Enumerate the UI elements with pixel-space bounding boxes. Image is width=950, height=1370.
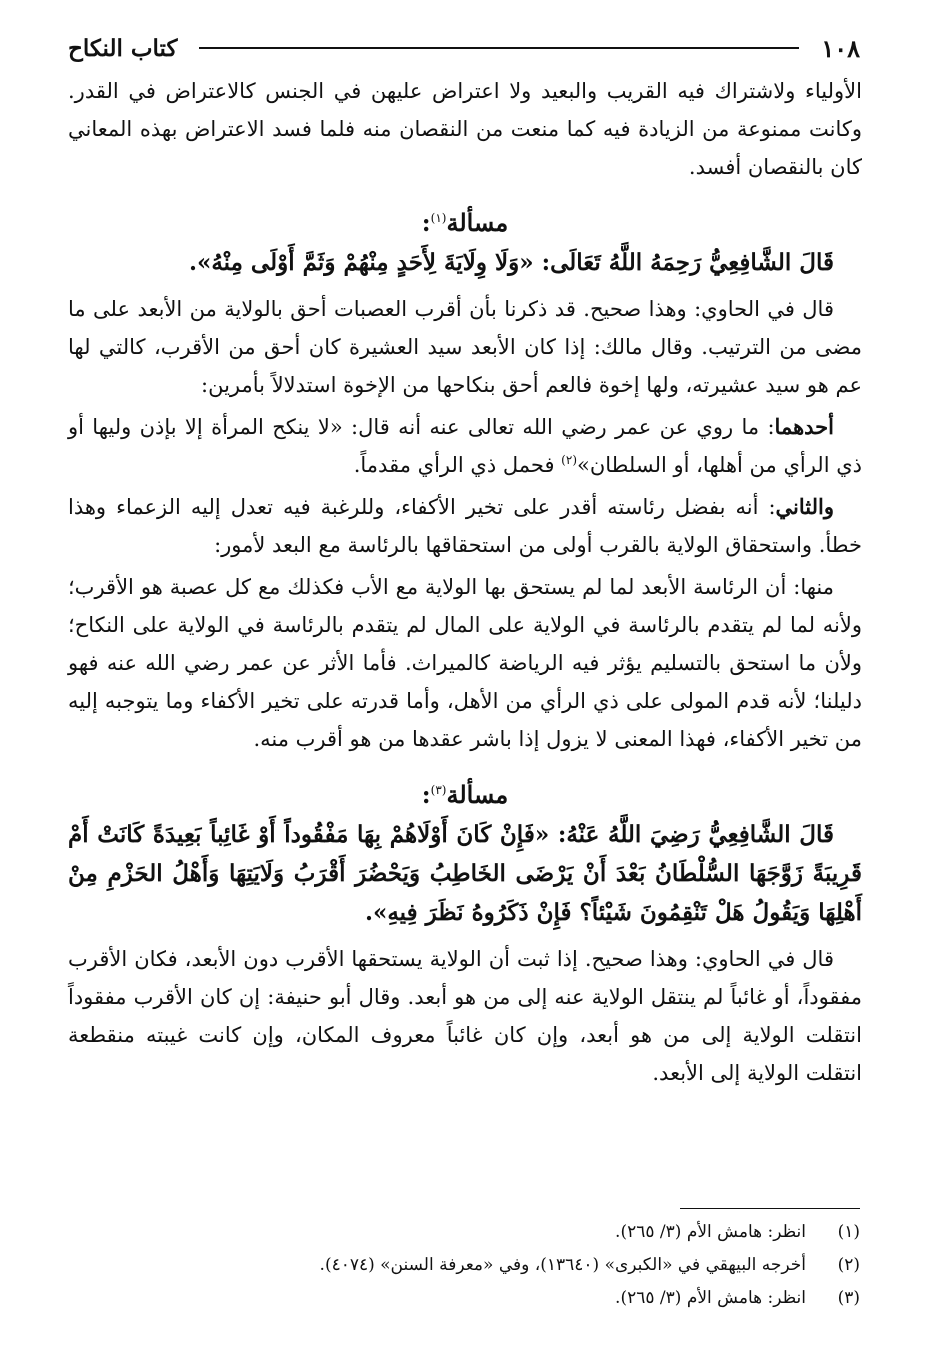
section2-heading bbox=[68, 780, 862, 809]
page-header bbox=[68, 30, 860, 66]
footnote-item bbox=[120, 1249, 860, 1282]
footnote-text: انظر: هامش الأم (٣/ ٢٦٥). bbox=[615, 1222, 806, 1242]
section1-heading-colon: : bbox=[421, 208, 431, 237]
header-rule bbox=[199, 47, 799, 49]
book-title: كتاب النكاح bbox=[68, 34, 178, 62]
footnote-text: انظر: هامش الأم (٣/ ٢٦٥). bbox=[615, 1288, 806, 1308]
footnote-separator bbox=[680, 1208, 860, 1209]
section1-paragraph-2-lead: أحدهما bbox=[774, 414, 834, 439]
section1-paragraph-3-lead: والثاني bbox=[775, 494, 834, 519]
section1-heading bbox=[68, 208, 862, 237]
footnotes bbox=[120, 1216, 860, 1315]
section1-paragraph-3-text: : أنه بفضل رئاسته أقدر على تخير الأكفاء، وللرغبة فيه تعدل إليه الزعماء وهذا خطأ. واستحقاق الولاية بالقرب أولى من استحقاقها بالرئاسة مع البعد لأمور: bbox=[68, 495, 862, 557]
section2-paragraph-1: قال في الحاوي: وهذا صحيح. إذا ثبت أن الولاية يستحقها الأقرب دون الأبعد، فكان الأقرب مفقوداً، أو غائباً لم ينتقل الولاية عنه إلى من هو أبعد. وقال أبو حنيفة: إن كان الأقرب مفقوداً انتقلت الولاية إلى من هو أبعد، وإن كان غائباً معروف المكان، وإن كانت غيبته منقطعة انتقلت الولاية إلى الأبعد. bbox=[68, 947, 862, 1085]
section1-footnote-ref-2[interactable]: (٢) bbox=[561, 453, 577, 467]
footnote-number: (٣) bbox=[837, 1288, 860, 1308]
page-body bbox=[68, 72, 862, 1092]
section1-paragraph-1: قال في الحاوي: وهذا صحيح. قد ذكرنا بأن أقرب العصبات أحق بالولاية من الأبعد على ما مضى من الترتيب. وقال مالك: إذا كان الأبعد سيد العشيرة كان أحق من الأقرب، كالتي لها عم هو سيد عشيرته، ولها إخوة فالعم أحق بنكاحها من الإخوة استدلالاً بأمرين: bbox=[68, 297, 862, 397]
footnote-number: (٢) bbox=[837, 1255, 860, 1275]
page-number: ١٠٨ bbox=[821, 33, 860, 63]
section2-heading-colon: : bbox=[421, 780, 431, 809]
section1-footnote-ref[interactable]: (١) bbox=[430, 211, 447, 225]
footnote-item bbox=[120, 1282, 860, 1315]
section1-paragraph-2 bbox=[68, 408, 862, 484]
section2-heading-label: مسألة bbox=[446, 780, 509, 809]
section1-paragraph-4: منها: أن الرئاسة الأبعد لما لم يستحق بها الولاية مع الأب فكذلك مع كل عصبة هو الأقرب؛ ولأنه لما لم يتقدم بالرئاسة في الولاية على المال لم يتقدم بالرئاسة في الولاية على النكاح؛ ولأن ما استحق بالتسليم يؤثر فيه الرياضة كالميراث. فأما الأثر عن عمر رضي الله عنه فهو دليلنا؛ لأنه قدم المولى على ذي الرأي من الأهل، وأما قدرته على تخير الأكفاء وما يتوجبه إليه من تخير الأكفاء، فهذا المعنى لا يزول إذا باشر عقدها من هو أقرب منه. bbox=[68, 575, 862, 751]
section1-quote: قَالَ الشَّافِعِيُّ رَحِمَهُ اللَّهُ تَعَالَى: «وَلَا وِلَايَةَ لِأَحَدٍ مِنْهُمْ وَثَمَّ أَوْلَى مِنْهُ». bbox=[188, 249, 834, 276]
footnote-number: (١) bbox=[837, 1222, 860, 1242]
section1-paragraph-3 bbox=[68, 488, 862, 564]
section1-paragraph-2-text: : ما روي عن عمر رضي الله تعالى عنه أنه قال: «لا ينكح المرأة إلا بإذن وليها أو ذي الرأي من أهلها، أو السلطان» bbox=[68, 415, 862, 477]
section1-paragraph-2-text-end: فحمل ذي الرأي مقدماً. bbox=[353, 453, 562, 477]
section1-heading-label: مسألة bbox=[446, 208, 509, 237]
footnote-text: أخرجه البيهقي في «الكبرى» (١٣٦٤٠)، وفي «معرفة السنن» (٤٠٧٤). bbox=[319, 1255, 806, 1275]
intro-paragraph: الأولياء ولاشتراك فيه القريب والبعيد ولا اعتراض عليهن في الجنس كالاعتراض في القدر. وكانت ممنوعة من الزيادة فيه كما منعت من النقصان منه فلما فسد الاعتراض بهذه المعاني كان بالنقصان أفسد. bbox=[68, 79, 862, 179]
footnote-item bbox=[120, 1216, 860, 1249]
section2-quote: قَالَ الشَّافِعِيُّ رَضِيَ اللَّهُ عَنْهُ: «فَإِنْ كَانَ أَوْلَاهُمْ بِهَا مَفْقُوداً أَوْ غَائِباً بَعِيدَةً كَانَتْ أَمْ قَرِيبَةً زَوَّجَهَا السُّلْطَانُ بَعْدَ أَنْ يَرْضَى الخَاطِبُ وَيَحْضُرَ أَقْرَبُ وَلَايَتِهَا وَأَهْلُ الحَزْمِ مِنْ أَهْلِهَا وَيَقُولُ هَلْ تَنْقِمُونَ شَيْئاً؟ فَإِنْ ذَكَرُوهُ نَظَرَ فِيهِ». bbox=[68, 821, 862, 926]
section2-footnote-ref[interactable]: (٣) bbox=[430, 783, 447, 797]
